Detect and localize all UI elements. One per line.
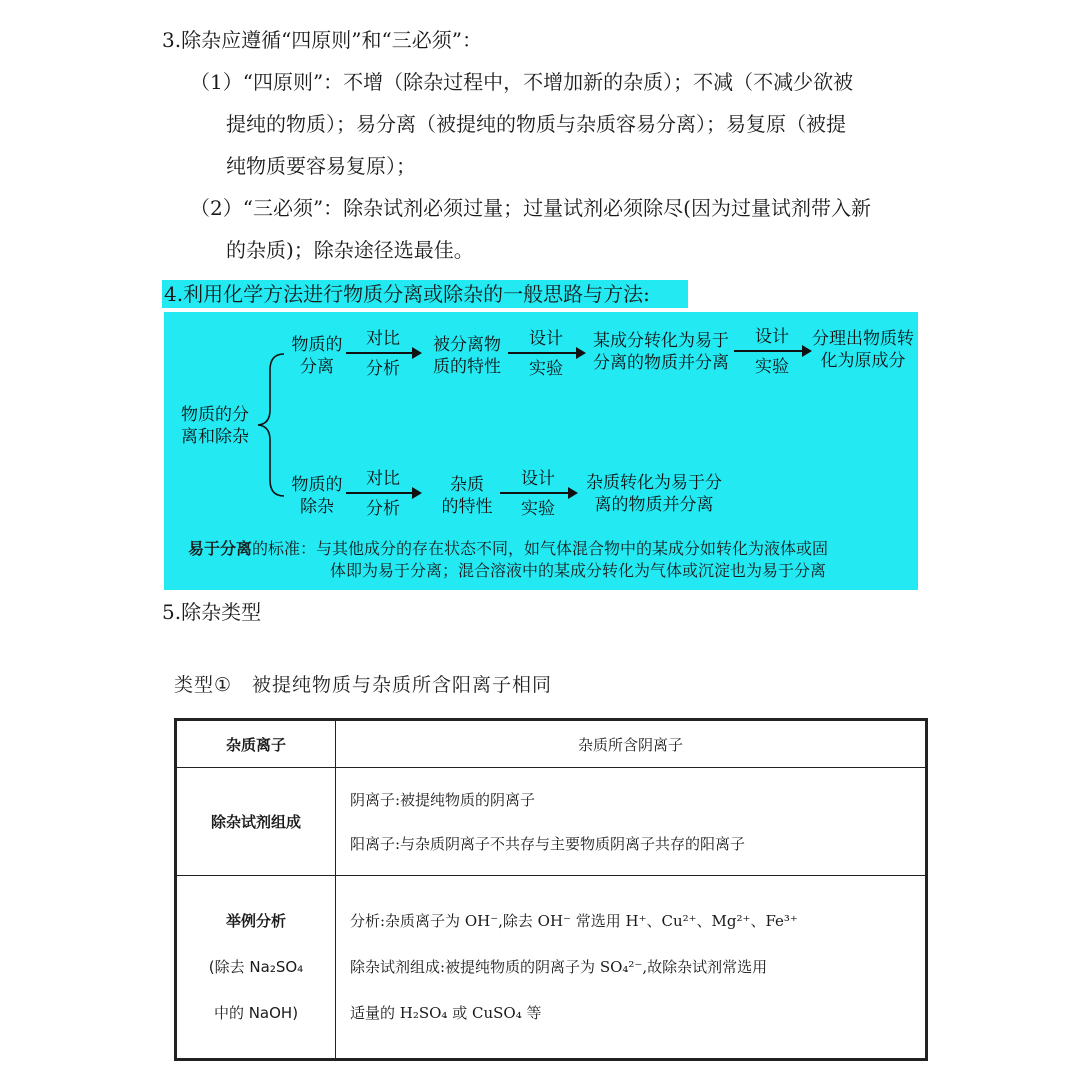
row3-label-cell [176,876,336,1060]
imp-node-3: 杂质转化为易于分 离的物质并分离 [586,473,722,515]
imp-node-2: 杂质 的特性 [441,475,493,517]
table-row [176,720,927,768]
imp-arrow-2 [500,492,576,494]
table-row [176,768,927,876]
sep-arrow2-top: 设计 [529,329,563,349]
imp-arrow2-top: 设计 [521,469,555,489]
imp-arrow-1 [346,492,420,494]
flow-note-line1: 易于分离的标准：与其他成分的存在状态不同，如气体混合物中的某成分如转化为液体或固 [188,539,829,558]
sep-arrow-2 [508,352,584,354]
sep-node-4: 分理出物质转 化为原成分 [812,329,914,371]
sep-arrow3-bottom: 实验 [755,357,789,377]
sep-node-3: 某成分转化为易于 分离的物质并分离 [593,331,729,373]
section3-title: 3.除杂应遵循“四原则”和“三必须”： [162,28,482,52]
imp-arrow1-top: 对比 [366,469,400,489]
type1-table [174,718,928,1061]
sep-arrow3-top: 设计 [755,327,789,347]
rule2-line2: 的杂质)；除杂途径选最佳。 [226,238,474,262]
sep-node-2: 被分离物 质的特性 [433,335,501,377]
sep-arrow1-top: 对比 [366,329,400,349]
row3-content: 分析:杂质离子为 OH⁻,除去 OH⁻ 常选用 H⁺、Cu²⁺、Mg²⁺、Fe³⁺ 除杂试剂组成:被提纯物质的阴离子为 SO₄²⁻,故除杂试剂常选用 适量的 H₂SO₄ 或 CuSO₄ 等 [336,876,927,1060]
section4-title: 4.利用化学方法进行物质分离或除杂的一般思路与方法: [164,282,650,306]
imp-node-1: 物质的 除杂 [291,475,343,517]
flow-note-line2: 体即为易于分离；混合溶液中的某成分转化为气体或沉淀也为易于分离 [330,561,827,580]
imp-arrow1-bottom: 分析 [366,499,400,519]
row3-sub2: 中的 NaOH) [213,1004,299,1022]
row3-sub1: (除去 Na₂SO₄ [208,958,304,976]
rule1-line3: 纯物质要容易复原）； [226,154,416,178]
section5-title: 5.除杂类型 [162,600,262,624]
rule1-line2: 提纯的物质）；易分离（被提纯的物质与杂质容易分离）；易复原（被提 [226,112,846,136]
sep-arrow1-bottom: 分析 [366,359,400,379]
rule1-line1: （1）“四原则”：不增（除杂过程中，不增加新的杂质）；不减（不减少欲被 [190,70,854,94]
row2-label: 除杂试剂组成 [176,768,336,876]
type1-heading: 类型① 被提纯物质与杂质所含阳离子相同 [174,674,553,696]
sep-arrow-1 [346,352,420,354]
flow-note-bold: 易于分离 [188,539,253,558]
row2-content: 阴离子:被提纯物质的阴离子 阳离子:与杂质阴离子不共存与主要物质阴离子共存的阳离子 [336,768,927,876]
imp-arrow2-bottom: 实验 [521,499,555,519]
sep-arrow-3 [734,350,810,352]
row1-value: 杂质所含阴离子 [336,720,927,768]
row3-label: 举例分析 [225,912,286,930]
flow-root: 物质的分 离和除杂 [181,405,249,447]
sep-node-1: 物质的 分离 [291,335,343,377]
table-row [176,876,927,1060]
row1-label: 杂质离子 [176,720,336,768]
rule2-line1: （2）“三必须”：除杂试剂必须过量；过量试剂必须除尽(因为过量试剂带入新 [190,196,871,220]
sep-arrow2-bottom: 实验 [529,359,563,379]
